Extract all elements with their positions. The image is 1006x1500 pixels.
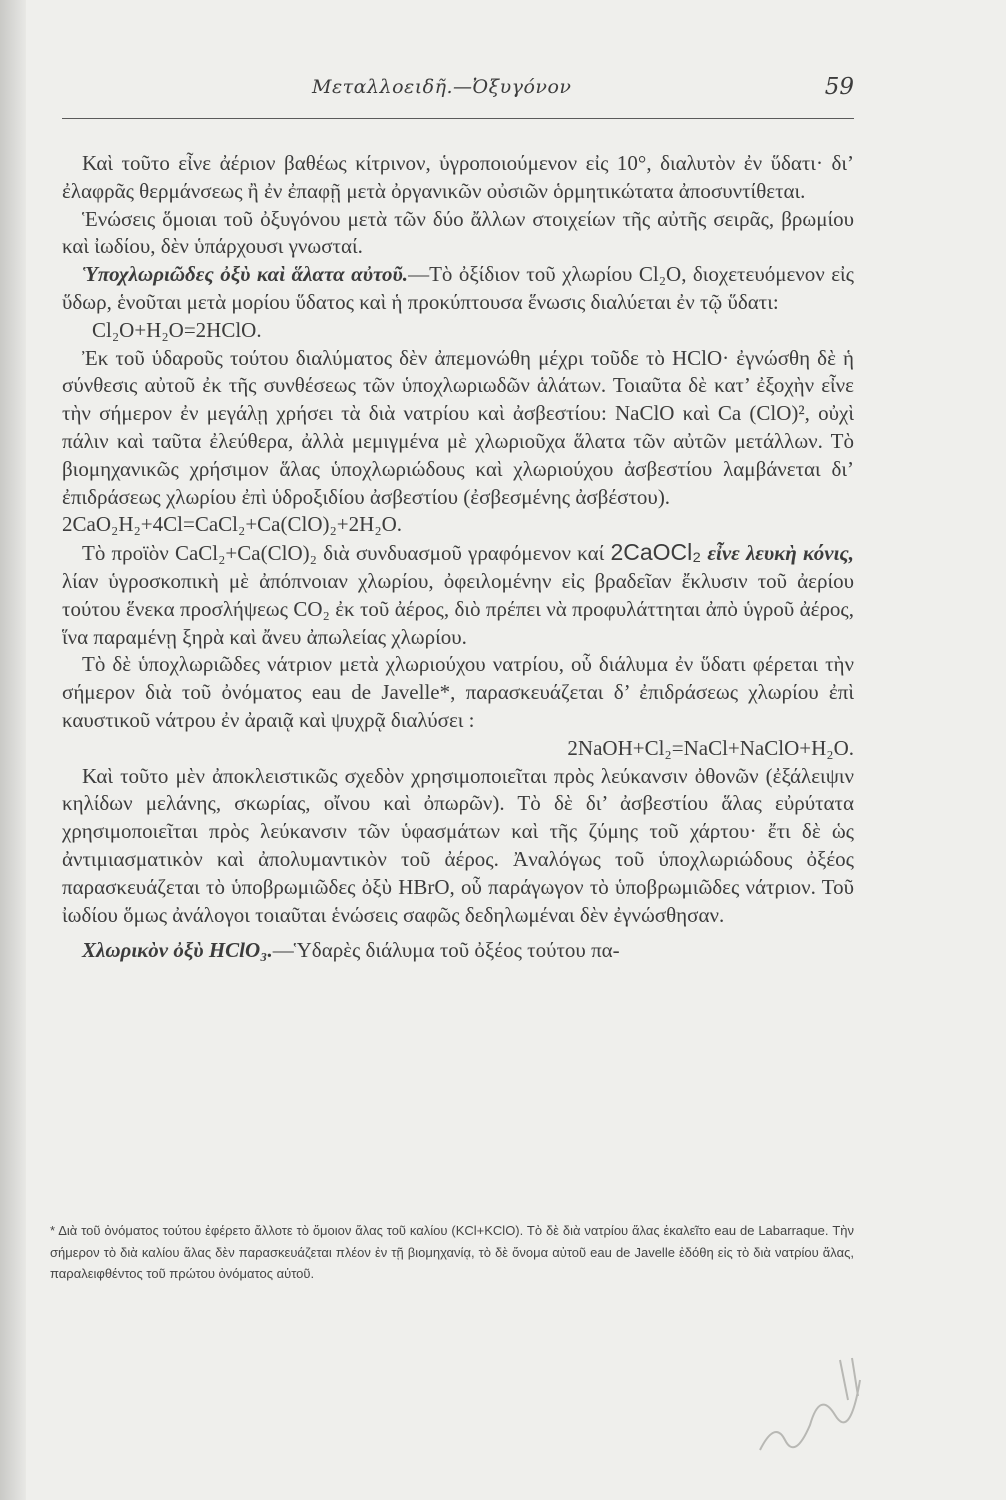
equation-2: 2CaO₂H₂+4Cl=CaCl₂+Ca(ClO)₂+2H₂O. xyxy=(62,512,403,537)
paragraph-4: Ἐκ τοῦ ὑδαροῦς τούτου διαλύματος δὲν ἀπεμονώθη μέχρι τοῦδε τὸ HClO· ἐγνώσθη δὲ ἡ σύνθεσις αὐτοῦ ἐκ τῆς συνθέσεως τῶν ὑποχλωριωδῶν ἁλάτων. Τοιαῦτα δὲ κατ’ ἐξοχὴν εἶνε τὴν σήμερον ἐν μεγάλῃ χρήσει τὰ διὰ νατρίου καὶ ἀσβεστίου: NaClO καὶ Ca (ClO)², οὐχὶ πάλιν καὶ ταῦτα ἐλεύθερα, ἀλλὰ μεμιγμένα μὲ χλωριοῦχα ἅλατα τῶν αὐτῶν μετάλλων. Τὸ βιομηχανικῶς χρήσιμον ἅλας ὑποχλωριώδους καὶ χλωριούχου ἀσβεστίου λαμβάνεται δι’ ἐπιδράσεως χλωρίου ἐπὶ ὑδροξιδίου ἀσβεστίου (ἐσβεσμένης ἀσβέστου). xyxy=(62,345,854,509)
paragraph-2: Ἑνώσεις ὅμοιαι τοῦ ὀξυγόνου μετὰ τῶν δύο ἄλλων στοιχείων τῆς αὐτῆς σειρᾶς, βρωμίου καὶ ἰωδίου, δὲν ὑπάρχουσι γνωσταί. xyxy=(62,206,854,259)
equation-1: Cl₂O+H₂O=2HClO. xyxy=(92,317,262,342)
paragraph-6: Τὸ δὲ ὑποχλωριῶδες νάτριον μετὰ χλωριούχου νατρίου, οὗ διάλυμα ἐν ὕδατι φέρεται τὴν σήμερον διὰ τοῦ ὀνόματος eau de Javelle*, παρασκευάζεται δ’ ἐπιδράσεως χλωρίου ἐπὶ καυστικοῦ νάτρου ἐν ἀραιᾷ καὶ ψυχρᾷ διαλύσει : xyxy=(62,652,854,732)
page-header xyxy=(62,76,854,106)
paragraph-8-text: —Ὑδαρὲς διάλυμα τοῦ ὀξέος τούτου πα- xyxy=(272,938,620,963)
footnote xyxy=(50,1220,854,1285)
paragraph-8 xyxy=(62,937,854,965)
paragraph-5-text-a: Τὸ προϊὸν CaCl₂+Ca(ClO)₂ διὰ συνδυασμοῦ γραφόμενον καί xyxy=(82,541,605,566)
pencil-annotation xyxy=(740,1330,890,1470)
formula-2CaOCl2: 2CaOCl₂ xyxy=(610,539,702,566)
paragraph-5-emphasis: εἶνε λευκὴ κόνις, xyxy=(707,541,855,566)
page-gutter xyxy=(0,0,26,1500)
main-text xyxy=(62,150,854,965)
section-heading-hypochlorous: Ὑποχλωριῶδες ὀξὺ καὶ ἅλατα αὐτοῦ. xyxy=(82,262,409,287)
paragraph-5-text-b: λίαν ὑγροσκοπικὴ μὲ ἀπόπνοιαν χλωρίου, ὀφειλομένην εἰς βραδεῖαν ἔκλυσιν τοῦ ἀερίου τούτου ἕνεκα προσλήψεως CO₂ ἐκ τοῦ ἀέρος, διὸ πρέπει νὰ προφυλάττηται ἀπὸ ὑγροῦ ἀέρος, ἵνα παραμένῃ ξηρὰ καὶ ἄνευ ἀπωλείας χλωρίου. xyxy=(62,568,854,649)
equation-3: 2NaOH+Cl₂=NaCl+NaClO+H₂O. xyxy=(567,735,854,760)
paragraph-1: Καὶ τοῦτο εἶνε ἀέριον βαθέως κίτρινον, ὑγροποιούμενον εἰς 10°, διαλυτὸν ἐν ὕδατι· δι’ ἐλαφρᾶς θερμάνσεως ἢ ἐν ἐπαφῇ μετὰ ὀργανικῶν οὐσιῶν ὁρμητικώτατα ἀποσυντίθεται. xyxy=(62,151,854,203)
running-title: Μεταλλοειδῆ.—Ὀξυγόνον xyxy=(312,76,572,98)
paragraph-7: Καὶ τοῦτο μὲν ἀποκλειστικῶς σχεδὸν χρησιμοποιεῖται πρὸς λεύκανσιν ὀθονῶν (ἐξάλειψιν κηλίδων μελάνης, σκωρίας, οἴνου καὶ ὀπωρῶν). Τὸ δὲ δι’ ἀσβεστίου ἅλας εὐρύτατα χρησιμοποιεῖται πρὸς λεύκανσιν τῶν ὑφασμάτων καὶ τῆς ζύμης τοῦ χάρτου· ἔτι δὲ ὡς ἀντιμιασματικὸν καὶ ἀπολυμαντικὸν τοῦ ἀέρος. Ἀναλόγως τοῦ ὑποχλωριώδους ὀξέος παρασκευάζεται τὸ ὑποβρωμιῶδες ὀξὺ HBrO, οὗ παράγωγον τὸ ὑποβρωμιῶδες νάτριον. Τοῦ ἰωδίου ὅμως ἀνάλογοι τοιαῦται ἑνώσεις σαφῶς δεδηλωμέναι δὲν ἐγνώσθησαν. xyxy=(62,763,854,927)
paragraph-5 xyxy=(62,539,854,651)
page-number: 59 xyxy=(824,74,854,100)
footnote-text: * Διὰ τοῦ ὀνόματος τούτου ἐφέρετο ἄλλοτε τὸ ὅμοιον ἅλας τοῦ καλίου (KCl+KClO). Τὸ δὲ διὰ νατρίου ἅλας ἐκαλεῖτο eau de Labarraque. Τὴν σήμερον τὸ διὰ καλίου ἅλας δὲν παρασκευάζεται πλέον ἐν τῇ βιομηχανίᾳ, τὸ δὲ ὄνομα αὐτοῦ eau de Javelle ἐδόθη εἰς τὸ διὰ νατρίου ἅλας, παραλειφθέντος τοῦ πρώτου ὀνόματος αὐτοῦ. xyxy=(50,1223,854,1281)
header-rule xyxy=(62,118,854,119)
paragraph-3-text: —Τὸ ὀξίδιον τοῦ χλωρίου Cl₂O, διοχετευόμενον εἰς ὕδωρ, ἑνοῦται μετὰ μορίου ὕδατος καὶ ἡ προκύπτουσα ἕνωσις διαλύεται ἐν τῷ ὕδατι: xyxy=(62,262,854,314)
section-heading-chloric: Χλωρικὸν ὀξὺ HClO₃. xyxy=(82,938,273,963)
paragraph-3 xyxy=(62,261,854,317)
